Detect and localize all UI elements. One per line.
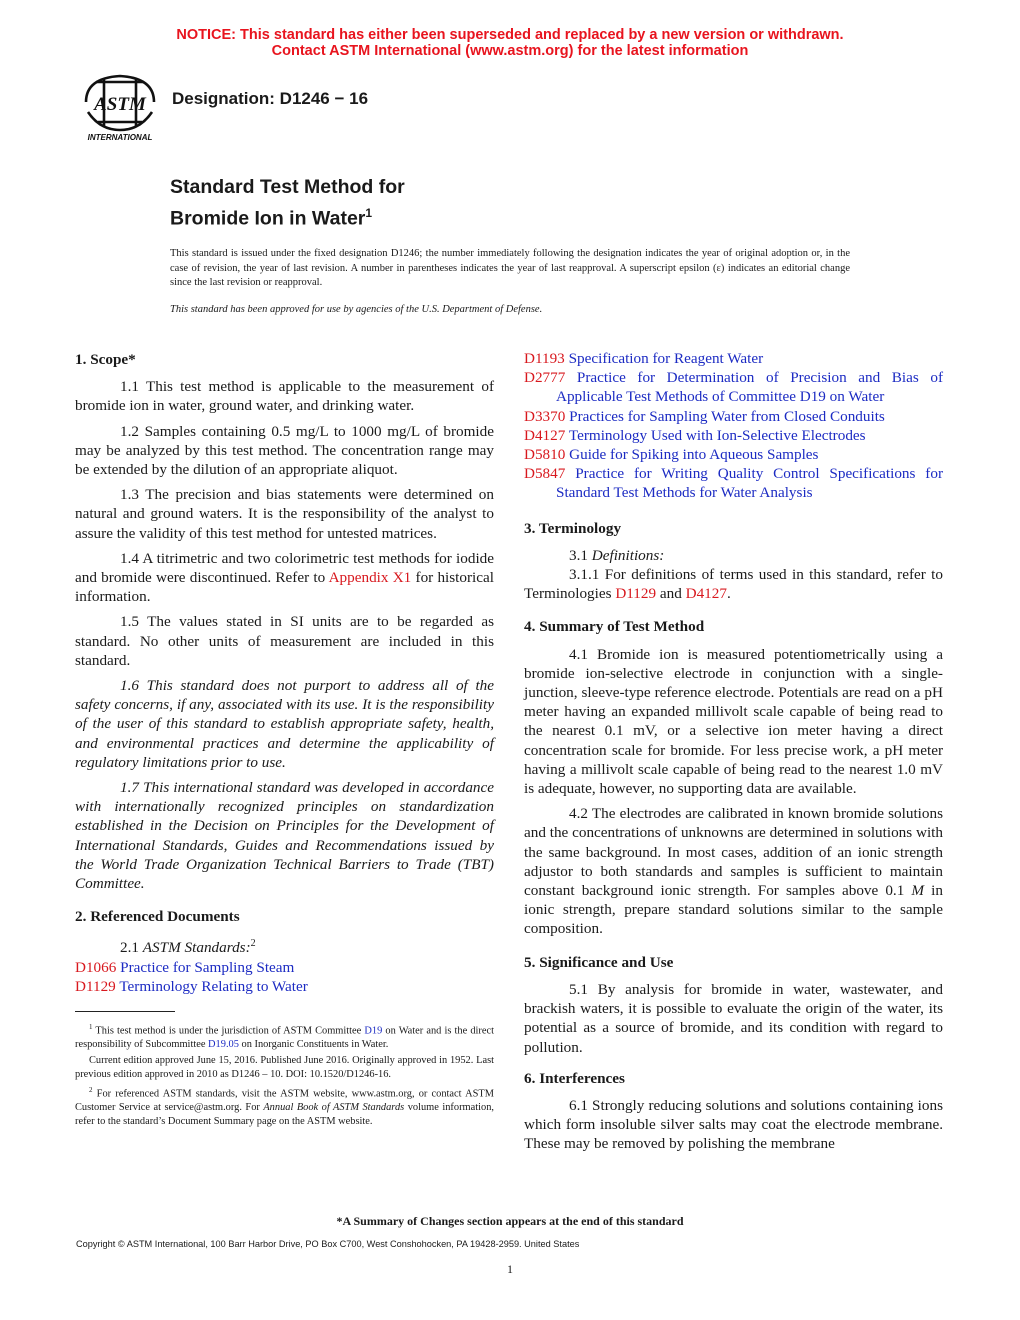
para-1-6: 1.6 This standard does not purport to address all of the safety concerns, if any, associated with its use. It is the responsibility of the user of this standard to establish appropriate safety, health, and environmental practices and determine the applicability of regulatory limitations prior to use. [75, 677, 494, 771]
title-line-2: Bromide Ion in Water$^1$ [170, 206, 373, 230]
ref-code[interactable]: D1193 [524, 350, 565, 367]
para-1-7: 1.7 This international standard was developed in accordance with internationally recognized principles on standardization established in the Decision on Principles for the Development of International Standards, Guides and Recommendations issued by the World Trade Organization Technical Barriers to Trade (TBT) Committee. [75, 779, 494, 893]
section-heading-referenced-documents: 2. Referenced Documents [75, 908, 240, 926]
para-3-1: 3.1 Definitions: [569, 546, 665, 564]
astm-logo-subtext: INTERNATIONAL [87, 133, 153, 142]
ref-title[interactable]: Practice for Determination of Precision and Bias of Applicable Test Methods of Committee D19 on Water [556, 369, 944, 406]
footnotes [75, 1021, 494, 1131]
page-number: 1 [507, 1262, 513, 1276]
ref-item[interactable] [524, 407, 943, 426]
ref-code[interactable]: D1066 [75, 958, 117, 976]
d4127-link[interactable]: D4127 [685, 585, 727, 603]
summary-of-changes-note: *A Summary of Changes section appears at the end of this standard [336, 1214, 684, 1228]
para-6-1: 6.1 Strongly reducing solutions and solutions containing ions which form insoluble silver salts may coat the electrode membrane. These may be removed by polishing the membrane [524, 1096, 943, 1153]
para-1-4: 1.4 A titrimetric and two colorimetric test methods for iodide and bromide were discontinued. Refer to Appendix X1 for historical information. [75, 549, 494, 606]
footnote-rule [75, 1011, 175, 1012]
ref-item[interactable] [524, 368, 943, 406]
para-5-1: 5.1 By analysis for bromide in water, wastewater, and brackish waters, it is possible to evaluate the origin of the water, its potential as a source of bromide, and its condition with regard to pollution. [524, 980, 943, 1056]
ref-item[interactable] [524, 426, 943, 445]
ref-item[interactable] [524, 464, 943, 502]
d19-05-link[interactable]: D19.05 [208, 1038, 239, 1050]
ref-code[interactable]: D2777 [524, 369, 566, 387]
para-3-1-1: 3.1.1 For definitions of terms used in this standard, refer to Terminologies D1129 and D4127. [524, 566, 943, 603]
copyright: Copyright © ASTM International, 100 Barr Harbor Drive, PO Box C700, West Conshohocken, PA 19428-2959. United States [76, 1239, 580, 1249]
ref-item[interactable] [75, 977, 494, 996]
defense-approval-statement: This standard has been approved for use by agencies of the U.S. Department of Defense. [170, 304, 543, 315]
para-1-2: 1.2 Samples containing 0.5 mg/L to 1000 mg/L of bromide may be analyzed by this test method. The concentration range may be extended by the dilution of an appropriate aliquot. [75, 422, 494, 479]
ref-title[interactable]: Terminology Used with Ion-Selective Electrodes [568, 426, 866, 444]
footnote-2: $^2$ For referenced ASTM standards, visit the ASTM website, www.astm.org, or contact ASTM Customer Service at service@astm.org. For Annual Book of ASTM Standards volume information, refer to the standard’s Document Summary page on the ASTM website. [75, 1086, 494, 1127]
title-line-1: Standard Test Method for [170, 176, 405, 198]
ref-title[interactable]: Practices for Sampling Water from Closed Conduits [569, 407, 885, 425]
para-1-5: 1.5 The values stated in SI units are to be regarded as standard. No other units of measurement are included in this standard. [75, 613, 494, 669]
issuance-statement: This standard is issued under the fixed designation D1246; the number immediately following the designation indicates the year of original adoption or, in the case of revision, the year of last revision. A number in parentheses indicates the year of last reapproval. A superscript epsilon (ε) indicates an editorial change since the last revision or reapproval. [170, 248, 850, 288]
ref-code[interactable]: D3370 [524, 407, 566, 425]
right-column [524, 349, 943, 1160]
ref-code[interactable]: D1129 [75, 977, 116, 995]
d19-link[interactable]: D19 [364, 1025, 383, 1037]
footnote-1: $^1$ This test method is under the jurisdiction of ASTM Committee D19 on Water and is the direct responsibility of Subcommittee D19.05 on Inorganic Constituents in Water. [75, 1023, 494, 1050]
ref-item[interactable] [75, 958, 494, 977]
d1129-link[interactable]: D1129 [615, 585, 657, 603]
left-column [75, 338, 494, 996]
appendix-x1-link[interactable]: Appendix X1 [328, 569, 412, 587]
notice-line-2: Contact ASTM International (www.astm.org) for the latest information [271, 43, 749, 59]
section-heading-summary: 4. Summary of Test Method [524, 618, 705, 636]
ref-code[interactable]: D4127 [524, 426, 566, 444]
para-2-1: 2.1 ASTM Standards:$^2$ [120, 938, 256, 957]
section-heading-interferences: 6. Interferences [524, 1069, 625, 1087]
para-4-2: 4.2 The electrodes are calibrated in known bromide solutions and the concentrations of unknowns are determined in solutions with the same background. In most cases, addition of an ionic strength adjustor to both standards and samples is sufficient to maintain constant background ionic strength. For samples above 0.1 M in ionic strength, prepare standard solutions similar to the sample composition. [524, 805, 943, 938]
ref-title[interactable]: Practice for Writing Quality Control Specifications for Standard Test Methods for Water Analysis [556, 465, 943, 502]
ref-item[interactable] [524, 349, 943, 368]
ref-title[interactable]: Practice for Sampling Steam [120, 958, 295, 976]
ref-title[interactable]: Terminology Relating to Water [119, 977, 308, 995]
ref-code[interactable]: D5847 [524, 465, 566, 483]
ref-item[interactable] [524, 445, 943, 464]
section-heading-significance: 5. Significance and Use [524, 953, 674, 971]
footnote-1-approval: Current edition approved June 15, 2016. Published June 2016. Originally approved in 1952. Last previous edition approved in 2010 as D1246 – 10. DOI: 10.1520/D1246-16. [75, 1055, 494, 1080]
section-heading-terminology: 3. Terminology [524, 519, 622, 537]
astm-logo-text: ASTM [94, 94, 146, 115]
para-1-3: 1.3 The precision and bias statements were determined on natural and ground waters. It is the responsibility of the analyst to assure the validity of this test method for untested matrices. [75, 486, 494, 542]
title-footnote-mark: 1 [365, 206, 373, 220]
para-4-1: 4.1 Bromide ion is measured potentiometrically using a bromide ion-selective electrode in conjunction with a single-junction, sleeve-type reference electrode. Potentials are read on a pH meter having an expanded millivolt scale capable of being read to the nearest 0.1 mV, or a selective ion meter having a direct concentration scale for bromide. For less precise work, a pH meter having a millivolt scale capable of being read to the nearest 1.0 mV is adequate, however, no supporting data are available. [524, 645, 943, 798]
designation: Designation: D1246 − 16 [172, 89, 369, 108]
para-1-1: 1.1 This test method is applicable to the measurement of bromide ion in water, ground water, and drinking water. [75, 378, 494, 415]
astm-logo [76, 72, 162, 142]
section-heading-scope: 1. Scope* [75, 351, 136, 368]
document-title [170, 174, 405, 232]
ref-title[interactable]: Guide for Spiking into Aqueous Samples [569, 446, 819, 464]
ref-title[interactable]: Specification for Reagent Water [568, 350, 764, 367]
notice-line-1: NOTICE: This standard has either been superseded and replaced by a new version or withdrawn. [176, 27, 844, 43]
ref-code[interactable]: D5810 [524, 446, 566, 464]
